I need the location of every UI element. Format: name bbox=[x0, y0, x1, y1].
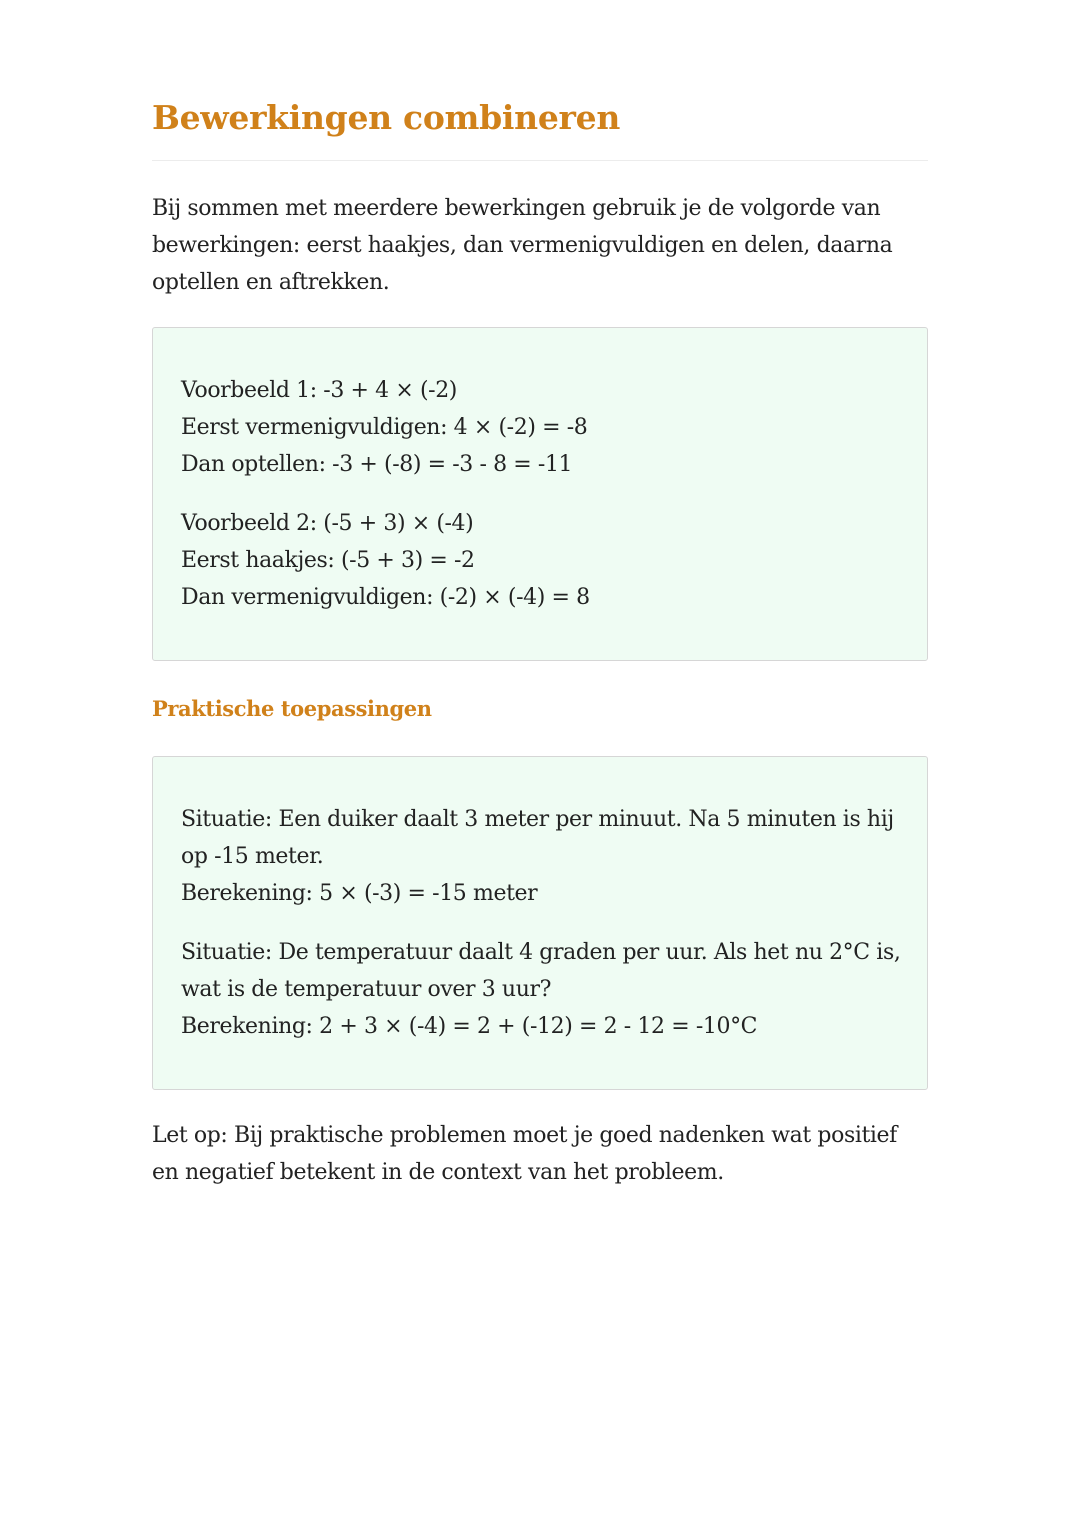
example-1 bbox=[181, 372, 901, 483]
example-2-line: Eerst haakjes: (-5 + 3) = -2 bbox=[181, 548, 475, 573]
note-paragraph: Let op: Bij praktische problemen moet je goed nadenken wat positief en negatief betekent in de context van het probleem. bbox=[152, 1123, 897, 1185]
example-2-line: Dan vermenigvuldigen: (-2) × (-4) = 8 bbox=[181, 585, 590, 610]
examples-box bbox=[152, 327, 928, 661]
example-2-line: Voorbeeld 2: (-5 + 3) × (-4) bbox=[181, 511, 474, 536]
example-1-line: Dan optellen: -3 + (-8) = -3 - 8 = -11 bbox=[181, 452, 573, 477]
example-1-line: Eerst vermenigvuldigen: 4 × (-2) = -8 bbox=[181, 415, 588, 440]
section-title: Praktische toepassingen bbox=[152, 696, 432, 721]
situation-1-text: Situatie: Een duiker daalt 3 meter per minuut. Na 5 minuten is hij op -15 meter. bbox=[181, 807, 894, 869]
applications-box bbox=[152, 756, 928, 1090]
page-title: Bewerkingen combineren bbox=[152, 98, 621, 137]
example-1-line: Voorbeeld 1: -3 + 4 × (-2) bbox=[181, 378, 457, 403]
example-2 bbox=[181, 505, 901, 616]
situation-2 bbox=[181, 934, 901, 1045]
intro-paragraph: Bij sommen met meerdere bewerkingen gebruik je de volgorde van bewerkingen: eerst haakjes, dan vermenigvuldigen en delen, daarna optellen en aftrekken. bbox=[152, 196, 893, 295]
situation-1-calculation: Berekening: 5 × (-3) = -15 meter bbox=[181, 881, 538, 906]
title-divider bbox=[152, 160, 928, 161]
situation-2-text: Situatie: De temperatuur daalt 4 graden per uur. Als het nu 2°C is, wat is de temperatuur over 3 uur? bbox=[181, 940, 901, 1002]
situation-1 bbox=[181, 801, 901, 912]
situation-2-calculation: Berekening: 2 + 3 × (-4) = 2 + (-12) = 2 - 12 = -10°C bbox=[181, 1014, 758, 1039]
